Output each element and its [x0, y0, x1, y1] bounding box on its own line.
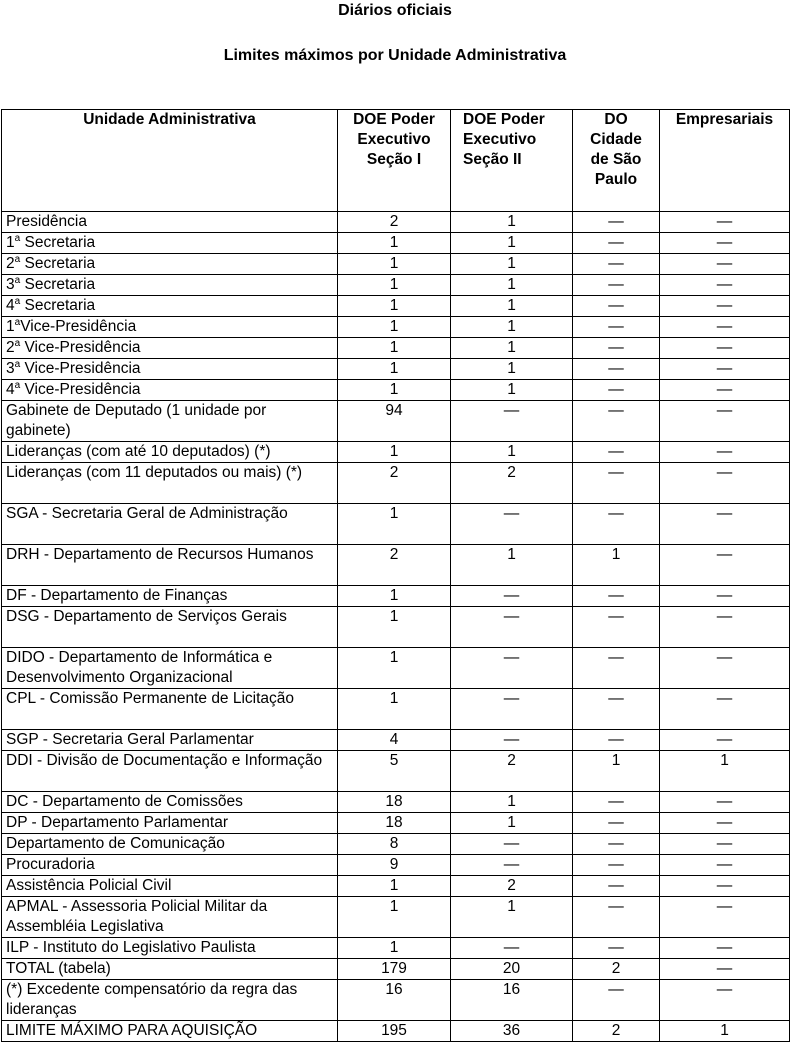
row-value: 1: [451, 275, 573, 296]
table-row: [2, 1021, 790, 1042]
table-row: [2, 545, 790, 586]
row-label: Presidência: [2, 212, 338, 233]
table-row: [2, 897, 790, 938]
row-value: —: [660, 938, 790, 959]
column-header-do-cidade-sp: DO Cidade de São Paulo: [573, 110, 660, 212]
table-row: [2, 834, 790, 855]
row-value: 18: [338, 813, 451, 834]
row-value: —: [451, 607, 573, 648]
row-label: DC - Departamento de Comissões: [2, 792, 338, 813]
row-label: TOTAL (tabela): [2, 959, 338, 980]
row-value: —: [573, 212, 660, 233]
row-value: 2: [451, 876, 573, 897]
column-header-empresariais: Empresariais: [660, 110, 790, 212]
row-value: —: [573, 317, 660, 338]
row-value: —: [573, 897, 660, 938]
row-value: 1: [338, 233, 451, 254]
row-value: 1: [573, 751, 660, 792]
row-value: —: [660, 296, 790, 317]
row-value: —: [660, 855, 790, 876]
row-value: —: [660, 834, 790, 855]
row-value: 1: [451, 792, 573, 813]
row-value: 4: [338, 730, 451, 751]
row-value: 1: [451, 813, 573, 834]
row-label: 3$^a$ Vice-Presidência: [2, 359, 338, 380]
row-value: —: [660, 607, 790, 648]
row-value: 2: [451, 751, 573, 792]
row-value: —: [573, 275, 660, 296]
row-value: 1: [451, 897, 573, 938]
row-value: —: [573, 504, 660, 545]
row-value: —: [660, 380, 790, 401]
row-value: —: [660, 212, 790, 233]
table-row: [2, 980, 790, 1021]
row-value: 5: [338, 751, 451, 792]
row-label: Lideranças (com 11 deputados ou mais) (*): [2, 463, 338, 504]
table-row: [2, 380, 790, 401]
row-value: —: [451, 689, 573, 730]
row-value: 1: [573, 545, 660, 586]
row-value: 1: [338, 380, 451, 401]
table-row: [2, 296, 790, 317]
row-value: —: [660, 359, 790, 380]
row-value: 1: [451, 359, 573, 380]
row-value: —: [660, 233, 790, 254]
row-label: Procuradoria: [2, 855, 338, 876]
row-label: DRH - Departamento de Recursos Humanos: [2, 545, 338, 586]
row-value: —: [451, 834, 573, 855]
row-value: 36: [451, 1021, 573, 1042]
document-title: Diários oficiais: [338, 2, 452, 19]
row-label: DP - Departamento Parlamentar: [2, 813, 338, 834]
row-value: —: [451, 855, 573, 876]
row-value: —: [660, 401, 790, 442]
row-value: 1: [338, 586, 451, 607]
table-row: [2, 317, 790, 338]
row-value: 1: [451, 545, 573, 586]
row-value: 1: [338, 296, 451, 317]
table-row: [2, 233, 790, 254]
row-value: 1: [338, 648, 451, 689]
row-value: 1: [338, 317, 451, 338]
row-value: 94: [338, 401, 451, 442]
table-row: [2, 586, 790, 607]
row-value: —: [660, 689, 790, 730]
row-value: 2: [573, 1021, 660, 1042]
row-value: —: [573, 938, 660, 959]
row-value: 2: [338, 212, 451, 233]
row-value: 2: [338, 463, 451, 504]
table-row: [2, 275, 790, 296]
row-value: 1: [451, 380, 573, 401]
row-value: —: [573, 586, 660, 607]
table-row: [2, 730, 790, 751]
row-label: DSG - Departamento de Serviços Gerais: [2, 607, 338, 648]
row-label: 1$^a$ Secretaria: [2, 233, 338, 254]
row-value: —: [573, 338, 660, 359]
row-value: —: [573, 401, 660, 442]
table-row: [2, 212, 790, 233]
row-label: 1$^a$Vice-Presidência: [2, 317, 338, 338]
row-value: 1: [338, 254, 451, 275]
row-value: —: [660, 813, 790, 834]
row-value: 1: [451, 233, 573, 254]
table-row: [2, 751, 790, 792]
row-value: —: [451, 401, 573, 442]
row-value: 1: [451, 442, 573, 463]
row-value: —: [660, 275, 790, 296]
row-value: 1: [660, 751, 790, 792]
table-row: [2, 855, 790, 876]
table-row: [2, 792, 790, 813]
row-value: 1: [338, 607, 451, 648]
row-value: —: [573, 792, 660, 813]
table-row: [2, 648, 790, 689]
table-row: [2, 504, 790, 545]
row-value: —: [660, 463, 790, 504]
row-value: —: [451, 648, 573, 689]
table-row: [2, 401, 790, 442]
document-subtitle: Limites máximos por Unidade Administrativa: [223, 47, 567, 64]
row-value: 1: [338, 359, 451, 380]
row-value: 1: [338, 689, 451, 730]
table-row: [2, 338, 790, 359]
row-value: 2: [451, 463, 573, 504]
row-value: —: [451, 504, 573, 545]
table-row: [2, 607, 790, 648]
table-header-row: [2, 110, 790, 212]
table-row: [2, 959, 790, 980]
row-value: 1: [338, 938, 451, 959]
row-value: —: [573, 855, 660, 876]
table-row: [2, 813, 790, 834]
row-label: LIMITE MÁXIMO PARA AQUISIÇÃO: [2, 1021, 338, 1042]
row-value: 179: [338, 959, 451, 980]
row-label: SGP - Secretaria Geral Parlamentar: [2, 730, 338, 751]
row-value: —: [573, 980, 660, 1021]
row-value: —: [660, 254, 790, 275]
row-label: 2$^a$ Secretaria: [2, 254, 338, 275]
row-value: —: [573, 813, 660, 834]
row-value: 1: [338, 338, 451, 359]
row-value: 1: [338, 876, 451, 897]
table-row: [2, 463, 790, 504]
row-label: CPL - Comissão Permanente de Licitação: [2, 689, 338, 730]
row-value: —: [660, 959, 790, 980]
row-value: 2: [573, 959, 660, 980]
row-value: —: [573, 359, 660, 380]
row-label: Lideranças (com até 10 deputados) (*): [2, 442, 338, 463]
row-label: DIDO - Departamento de Informática e Desenvolvimento Organizacional: [2, 648, 338, 689]
row-value: 1: [451, 296, 573, 317]
row-value: —: [573, 296, 660, 317]
row-value: —: [660, 586, 790, 607]
column-header-doe-secao-2: DOE Poder Executivo Seção II: [451, 110, 573, 212]
row-value: —: [573, 648, 660, 689]
row-value: —: [451, 586, 573, 607]
row-value: 1: [451, 317, 573, 338]
row-value: —: [573, 254, 660, 275]
row-label: 4$^a$ Vice-Presidência: [2, 380, 338, 401]
table-row: [2, 876, 790, 897]
row-value: 18: [338, 792, 451, 813]
row-value: 9: [338, 855, 451, 876]
row-value: —: [573, 876, 660, 897]
row-value: —: [660, 317, 790, 338]
row-value: —: [573, 380, 660, 401]
row-value: 16: [338, 980, 451, 1021]
table-row: [2, 359, 790, 380]
row-label: 3$^a$ Secretaria: [2, 275, 338, 296]
row-value: —: [660, 897, 790, 938]
row-value: —: [660, 980, 790, 1021]
table-row: [2, 689, 790, 730]
row-value: —: [660, 442, 790, 463]
column-header-doe-secao-1: DOE Poder Executivo Seção I: [338, 110, 451, 212]
row-label: Departamento de Comunicação: [2, 834, 338, 855]
row-value: —: [660, 648, 790, 689]
column-header-unidade: Unidade Administrativa: [2, 110, 338, 212]
row-value: 1: [660, 1021, 790, 1042]
row-value: —: [660, 730, 790, 751]
limits-table: [1, 109, 790, 1042]
row-value: —: [573, 463, 660, 504]
row-value: 1: [451, 254, 573, 275]
row-value: —: [573, 442, 660, 463]
table-row: [2, 254, 790, 275]
row-value: —: [573, 607, 660, 648]
row-value: —: [451, 730, 573, 751]
row-label: ILP - Instituto do Legislativo Paulista: [2, 938, 338, 959]
row-value: 1: [338, 504, 451, 545]
row-value: 1: [451, 338, 573, 359]
row-label: (*) Excedente compensatório da regra das lideranças: [2, 980, 338, 1021]
row-value: 1: [451, 212, 573, 233]
row-value: —: [660, 545, 790, 586]
table-body: [2, 212, 790, 1042]
row-value: 195: [338, 1021, 451, 1042]
row-value: —: [451, 938, 573, 959]
row-value: —: [660, 338, 790, 359]
row-value: —: [660, 876, 790, 897]
row-value: 16: [451, 980, 573, 1021]
row-label: SGA - Secretaria Geral de Administração: [2, 504, 338, 545]
row-label: DF - Departamento de Finanças: [2, 586, 338, 607]
row-label: Gabinete de Deputado (1 unidade por gabinete): [2, 401, 338, 442]
row-value: —: [573, 233, 660, 254]
row-value: 1: [338, 275, 451, 296]
row-label: Assistência Policial Civil: [2, 876, 338, 897]
row-label: 4$^a$ Secretaria: [2, 296, 338, 317]
row-value: 1: [338, 897, 451, 938]
row-value: 8: [338, 834, 451, 855]
row-value: —: [573, 730, 660, 751]
row-label: APMAL - Assessoria Policial Militar da Assembléia Legislativa: [2, 897, 338, 938]
row-value: 1: [338, 442, 451, 463]
row-label: DDI - Divisão de Documentação e Informação: [2, 751, 338, 792]
row-value: —: [573, 834, 660, 855]
table-row: [2, 938, 790, 959]
row-value: 20: [451, 959, 573, 980]
row-value: —: [573, 689, 660, 730]
row-value: —: [660, 504, 790, 545]
table-row: [2, 442, 790, 463]
row-value: 2: [338, 545, 451, 586]
row-label: 2$^a$ Vice-Presidência: [2, 338, 338, 359]
row-value: —: [660, 792, 790, 813]
